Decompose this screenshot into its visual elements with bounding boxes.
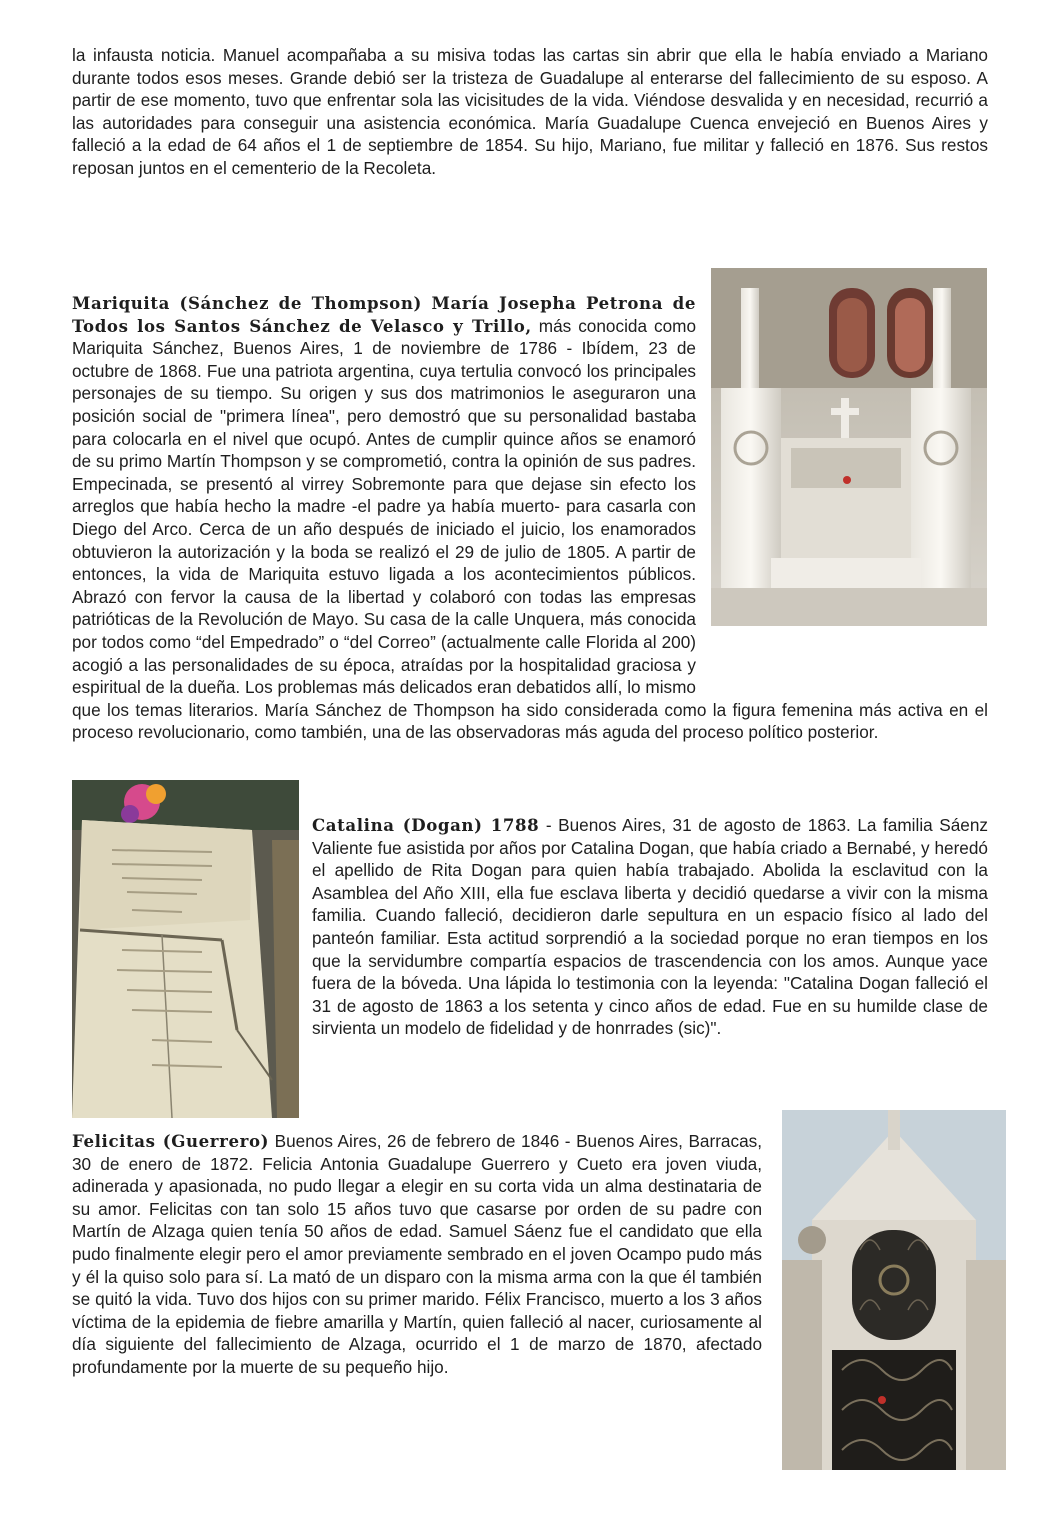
mausoleum-facade-photo bbox=[782, 1110, 1006, 1470]
catalina-paragraph bbox=[312, 814, 988, 1040]
mariquita-text: más conocida como Mariquita Sánchez, Buenos Aires, 1 de noviembre de 1786 - Ibídem, 23 de octubre de 1868. Fue una patriota argentina, cuya tertulia convocó los principales personajes de su tiempo. Su origen y sus dos matrimonios le aseguraron una posición social de "primera línea", pero demostró que su personalidad bastaba para colocarla en el nivel que ocupó. Antes de cumplir quince años se enamoró de su primo Martín Thompson y se comprometió, contra la opinión de sus padres. Empecinada, se presentó al virrey Sobremonte para que dejase sin efecto los arreglos que había hecho la madre -el padre ya había muerto- para casarla con Diego del Arco. Cerca de un año después de iniciado el juicio, los enamorados obtuvieron la autorización y la boda se realizó el 29 de julio de 1805. A partir de entonces, la vida de Mariquita estuvo ligada a los acontecimientos públicos. Abrazó con fervor la causa de la libertad y colaboró con todas las empresas patrióticas de la Revolución de Mayo. Su casa de la calle Unquera, más conocida por todos como “del Empedrado” o “del Correo” (actualmente calle Florida al 200) acogió a las personalidades de su época, atraídas por la hospitalidad graciosa y espiritual de la dueña. Los problemas más delicados eran debatidos allí, lo mismo que los temas literarios. María Sánchez de Thompson ha sido considerada como la figura femenina más activa en el proceso revolucionario, como también, una de las observadoras más aguda del proceso político posterior. bbox=[72, 315, 988, 743]
marble-tomb-photo bbox=[711, 268, 987, 626]
cracked-gravestone-photo bbox=[72, 780, 299, 1118]
felicitas-text: Buenos Aires, 26 de febrero de 1846 - Buenos Aires, Barracas, 30 de enero de 1872. Felicia Antonia Guadalupe Guerrero y Cueto era joven viuda, adinerada y apasionada, no pudo llegar a elegir en su corta vida un alma destinataria de su amor. Felicitas con tan solo 15 años tuvo que casarse por orden de su padre con Martín de Alzaga quien tenía 50 años de edad. Samuel Sáenz fue el candidato que ella pudo finalmente elegir pero el amor previamente sembrado en el joven Ocampo pudo más y él la quiso solo para sí. La mató de un disparo con la misma arma con la que él también se quitó la vida. Tuvo dos hijos con su primer marido. Félix Francisco, muerto a los 3 años víctima de la epidemia de fiebre amarilla y Martín, quien falleció al nacer, curiosamente al día siguiente del fallecimiento de Alzaga, ocurrido el 1 de marzo de 1870, afectado profundamente por la muerte de su pequeño hijo. bbox=[72, 1131, 762, 1377]
intro-section bbox=[72, 44, 988, 180]
mariquita-name: Mariquita (Sánchez de Thompson) María Josepha Petrona de Todos los Santos Sánchez de Velasco y Trillo, bbox=[72, 293, 696, 336]
catalina-text: - Buenos Aires, 31 de agosto de 1863. La familia Sáenz Valiente fue asistida por años por Catalina Dogan, que había criado a Bernabé, y heredó el apellido de Rita Dogan para quien había trabajado. Abolida la esclavitud con la Asamblea del Año XIII, ella fue esclava liberta y decidió quedarse a vivir con la misma familia. Cuando falleció, decidieron darle sepultura en un espacio físico al lado del panteón familiar. Esta actitud sorprendió a la sociedad porque no eran tiempos en los que la servidumbre compartía espacios de trascendencia con los amos. Aunque yace fuera de la bóveda. Una lápida lo testimonia con la leyenda: "Catalina Dogan falleció el 31 de agosto de 1863 a los setenta y cinco años de edad. Fue en su humilde clase de sirvienta un modelo de fidelidad y de honrrades (sic)". bbox=[312, 815, 988, 1039]
felicitas-name: Felicitas (Guerrero) bbox=[72, 1131, 270, 1151]
catalina-name: Catalina (Dogan) 1788 bbox=[312, 815, 540, 835]
intro-paragraph: la infausta noticia. Manuel acompañaba a su misiva todas las cartas sin abrir que ella le había enviado a Mariano durante todos esos meses. Grande debió ser la tristeza de Guadalupe al enterarse del fallecimiento de su esposo. A partir de ese momento, tuvo que enfrentar sola las vicisitudes de la vida. Viéndose desvalida y en necesidad, recurrió a las autoridades para conseguir una asistencia económica. María Guadalupe Cuenca envejeció en Buenos Aires y falleció a la edad de 64 años el 1 de septiembre de 1854. Su hijo, Mariano, fue militar y falleció en 1876. Sus restos reposan juntos en el cementerio de la Recoleta. bbox=[72, 45, 988, 178]
catalina-section bbox=[312, 814, 988, 1040]
